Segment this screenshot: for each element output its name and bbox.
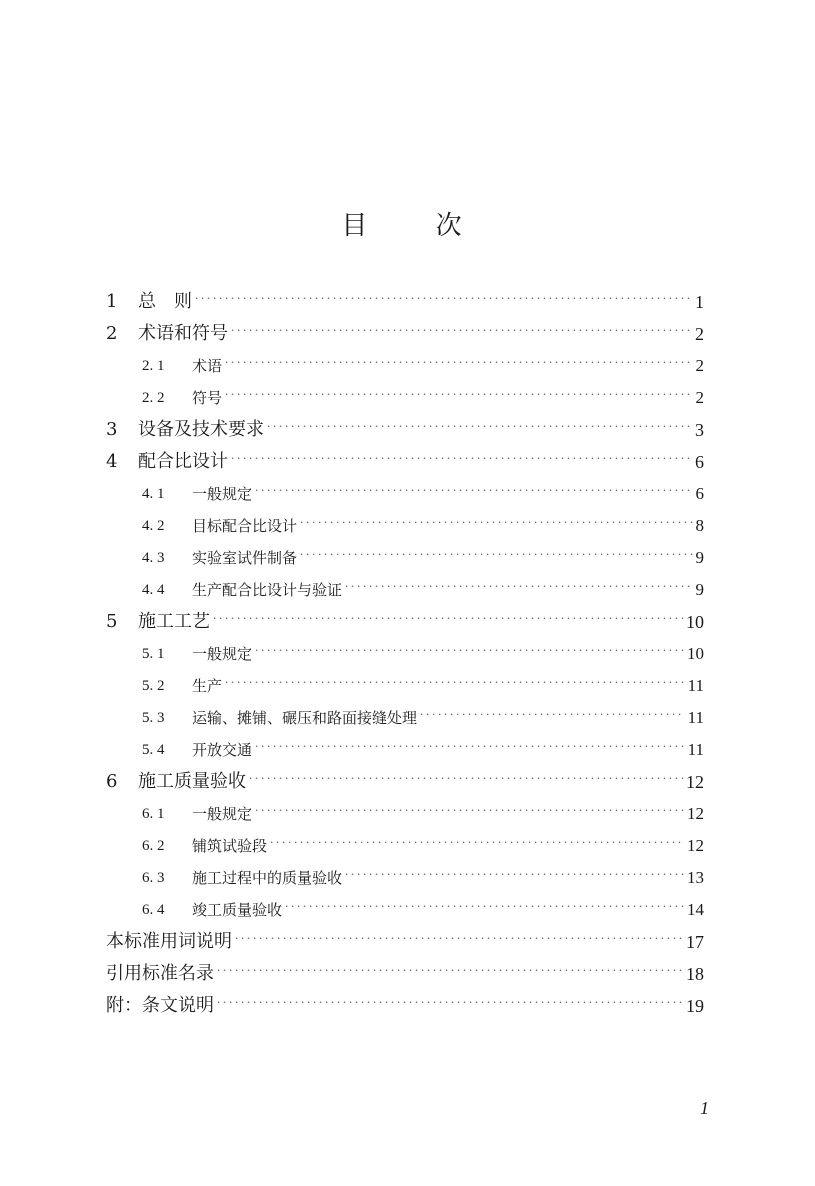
- toc-entry-label: 总 则: [138, 291, 192, 312]
- toc-entry-page: 12: [687, 836, 704, 855]
- toc-entry-label: 术语和符号: [138, 323, 228, 344]
- dot-leader: [231, 315, 692, 347]
- page-number: 1: [700, 1098, 709, 1118]
- toc-entry-number: 2: [106, 323, 118, 344]
- dot-leader: [225, 667, 685, 699]
- toc-entry[interactable]: [106, 830, 704, 862]
- dot-leader: [235, 923, 683, 955]
- toc-entry-label: 生产配合比设计与验证: [192, 581, 343, 599]
- toc-entry-page: 2: [695, 324, 704, 344]
- toc-entry-number: 6. 1: [142, 806, 165, 822]
- toc-entry[interactable]: [106, 446, 704, 478]
- toc-entry-number: 4. 1: [142, 486, 165, 502]
- toc-entry-page: 6: [695, 452, 704, 472]
- toc-entry[interactable]: [106, 958, 704, 990]
- dot-leader: [300, 539, 692, 571]
- toc-entry-number: 5. 1: [142, 646, 165, 662]
- dot-leader: [285, 891, 684, 923]
- toc-entry[interactable]: [106, 350, 704, 382]
- toc-entry-page: 9: [695, 548, 704, 567]
- toc-entry[interactable]: [106, 894, 704, 926]
- toc-entry-number: 2. 2: [142, 390, 165, 406]
- toc-entry-number: 5. 4: [142, 742, 165, 758]
- toc-entry[interactable]: [106, 286, 704, 318]
- toc-entry-label: 一般规定: [192, 805, 253, 823]
- toc-entry[interactable]: [106, 510, 704, 542]
- dot-leader: [267, 411, 692, 443]
- toc-entry-number: 6: [106, 771, 118, 792]
- toc-entry-page: 11: [687, 708, 704, 727]
- dot-leader: [217, 987, 683, 1019]
- toc-entry-label: 符号: [192, 389, 223, 407]
- dot-leader: [255, 635, 684, 667]
- toc-entry-label: 施工质量验收: [138, 771, 246, 792]
- toc-entry-page: 14: [687, 900, 704, 919]
- toc-entry-page: 17: [686, 932, 704, 952]
- toc-entry[interactable]: [106, 798, 704, 830]
- toc-entry[interactable]: [106, 862, 704, 894]
- toc-entry-label: 铺筑试验段: [192, 837, 268, 855]
- toc-entry[interactable]: [106, 990, 704, 1022]
- dot-leader: [345, 859, 684, 891]
- dot-leader: [300, 507, 692, 539]
- dot-leader: [270, 827, 684, 859]
- toc-entry[interactable]: [106, 766, 704, 798]
- toc-entry[interactable]: [106, 478, 704, 510]
- dot-leader: [255, 475, 692, 507]
- toc-entry[interactable]: [106, 574, 704, 606]
- toc-entry[interactable]: [106, 734, 704, 766]
- toc-entry-page: 11: [687, 740, 704, 759]
- toc-entry-number: 4. 2: [142, 518, 165, 534]
- toc-entry-page: 10: [687, 644, 704, 663]
- dot-leader: [231, 443, 692, 475]
- dot-leader: [420, 699, 685, 731]
- toc-entry-number: 5: [106, 611, 118, 632]
- toc-entry-label: 一般规定: [192, 645, 253, 663]
- toc-entry-label: 运输、摊铺、碾压和路面接缝处理: [192, 709, 418, 727]
- toc-entry-number: 5. 3: [142, 710, 165, 726]
- toc-entry-page: 8: [695, 516, 704, 535]
- page-title: 目 次: [341, 211, 492, 241]
- toc-entry[interactable]: [106, 670, 704, 702]
- toc-entry[interactable]: [106, 382, 704, 414]
- toc-entry[interactable]: [106, 702, 704, 734]
- toc-entry-label: 一般规定: [192, 485, 253, 503]
- toc-entry-label: 开放交通: [192, 741, 253, 759]
- toc-entry-page: 6: [695, 484, 704, 503]
- toc-entry-label: 竣工质量验收: [192, 901, 283, 919]
- toc-entry-number: 5. 2: [142, 678, 165, 694]
- dot-leader: [255, 731, 685, 763]
- toc-entry-label: 本标准用词说明: [106, 931, 232, 952]
- toc-entry-number: 6. 4: [142, 902, 165, 918]
- toc-entry-page: 10: [686, 612, 704, 632]
- toc-entry-page: 11: [687, 676, 704, 695]
- dot-leader: [195, 283, 692, 315]
- toc-entry-page: 2: [695, 388, 704, 407]
- toc-entry[interactable]: [106, 542, 704, 574]
- dot-leader: [217, 955, 683, 987]
- toc-entry-number: 6. 3: [142, 870, 165, 886]
- toc-entry-label: 施工工艺: [138, 611, 210, 632]
- toc-entry-page: 12: [687, 804, 704, 823]
- toc-entry-number: 4: [106, 451, 118, 472]
- toc-entry[interactable]: [106, 926, 704, 958]
- dot-leader: [249, 763, 683, 795]
- toc-entry-label: 引用标准名录: [106, 963, 214, 984]
- toc-entry-label: 附：条文说明: [106, 995, 214, 1016]
- toc-entry-number: 2. 1: [142, 358, 165, 374]
- toc-entry-page: 13: [687, 868, 704, 887]
- toc-entry-page: 3: [695, 420, 704, 440]
- dot-leader: [345, 571, 692, 603]
- toc-entry-number: 4. 3: [142, 550, 165, 566]
- toc-entry-page: 1: [695, 292, 704, 312]
- dot-leader: [225, 347, 692, 379]
- toc-entry-page: 9: [695, 580, 704, 599]
- toc-entry[interactable]: [106, 414, 704, 446]
- toc-entry-page: 12: [686, 772, 704, 792]
- toc-entry-label: 目标配合比设计: [192, 517, 298, 535]
- toc-entry-number: 6. 2: [142, 838, 165, 854]
- toc-entry[interactable]: [106, 606, 704, 638]
- toc-entry[interactable]: [106, 318, 704, 350]
- dot-leader: [225, 379, 692, 411]
- toc-entry-label: 施工过程中的质量验收: [192, 869, 343, 887]
- toc-entry-page: 2: [695, 356, 704, 375]
- dot-leader: [255, 795, 684, 827]
- toc-entry-label: 术语: [192, 357, 223, 375]
- table-of-contents: [106, 286, 704, 1022]
- toc-entry-number: 1: [106, 291, 118, 312]
- toc-entry-label: 生产: [192, 677, 223, 695]
- toc-entry-page: 18: [686, 964, 704, 984]
- toc-entry-number: 4. 4: [142, 582, 165, 598]
- toc-entry-label: 实验室试件制备: [192, 549, 298, 567]
- toc-entry-label: 配合比设计: [138, 451, 228, 472]
- toc-entry-label: 设备及技术要求: [138, 419, 264, 440]
- dot-leader: [213, 603, 683, 635]
- toc-entry-number: 3: [106, 419, 118, 440]
- toc-entry-page: 19: [686, 996, 704, 1016]
- toc-entry[interactable]: [106, 638, 704, 670]
